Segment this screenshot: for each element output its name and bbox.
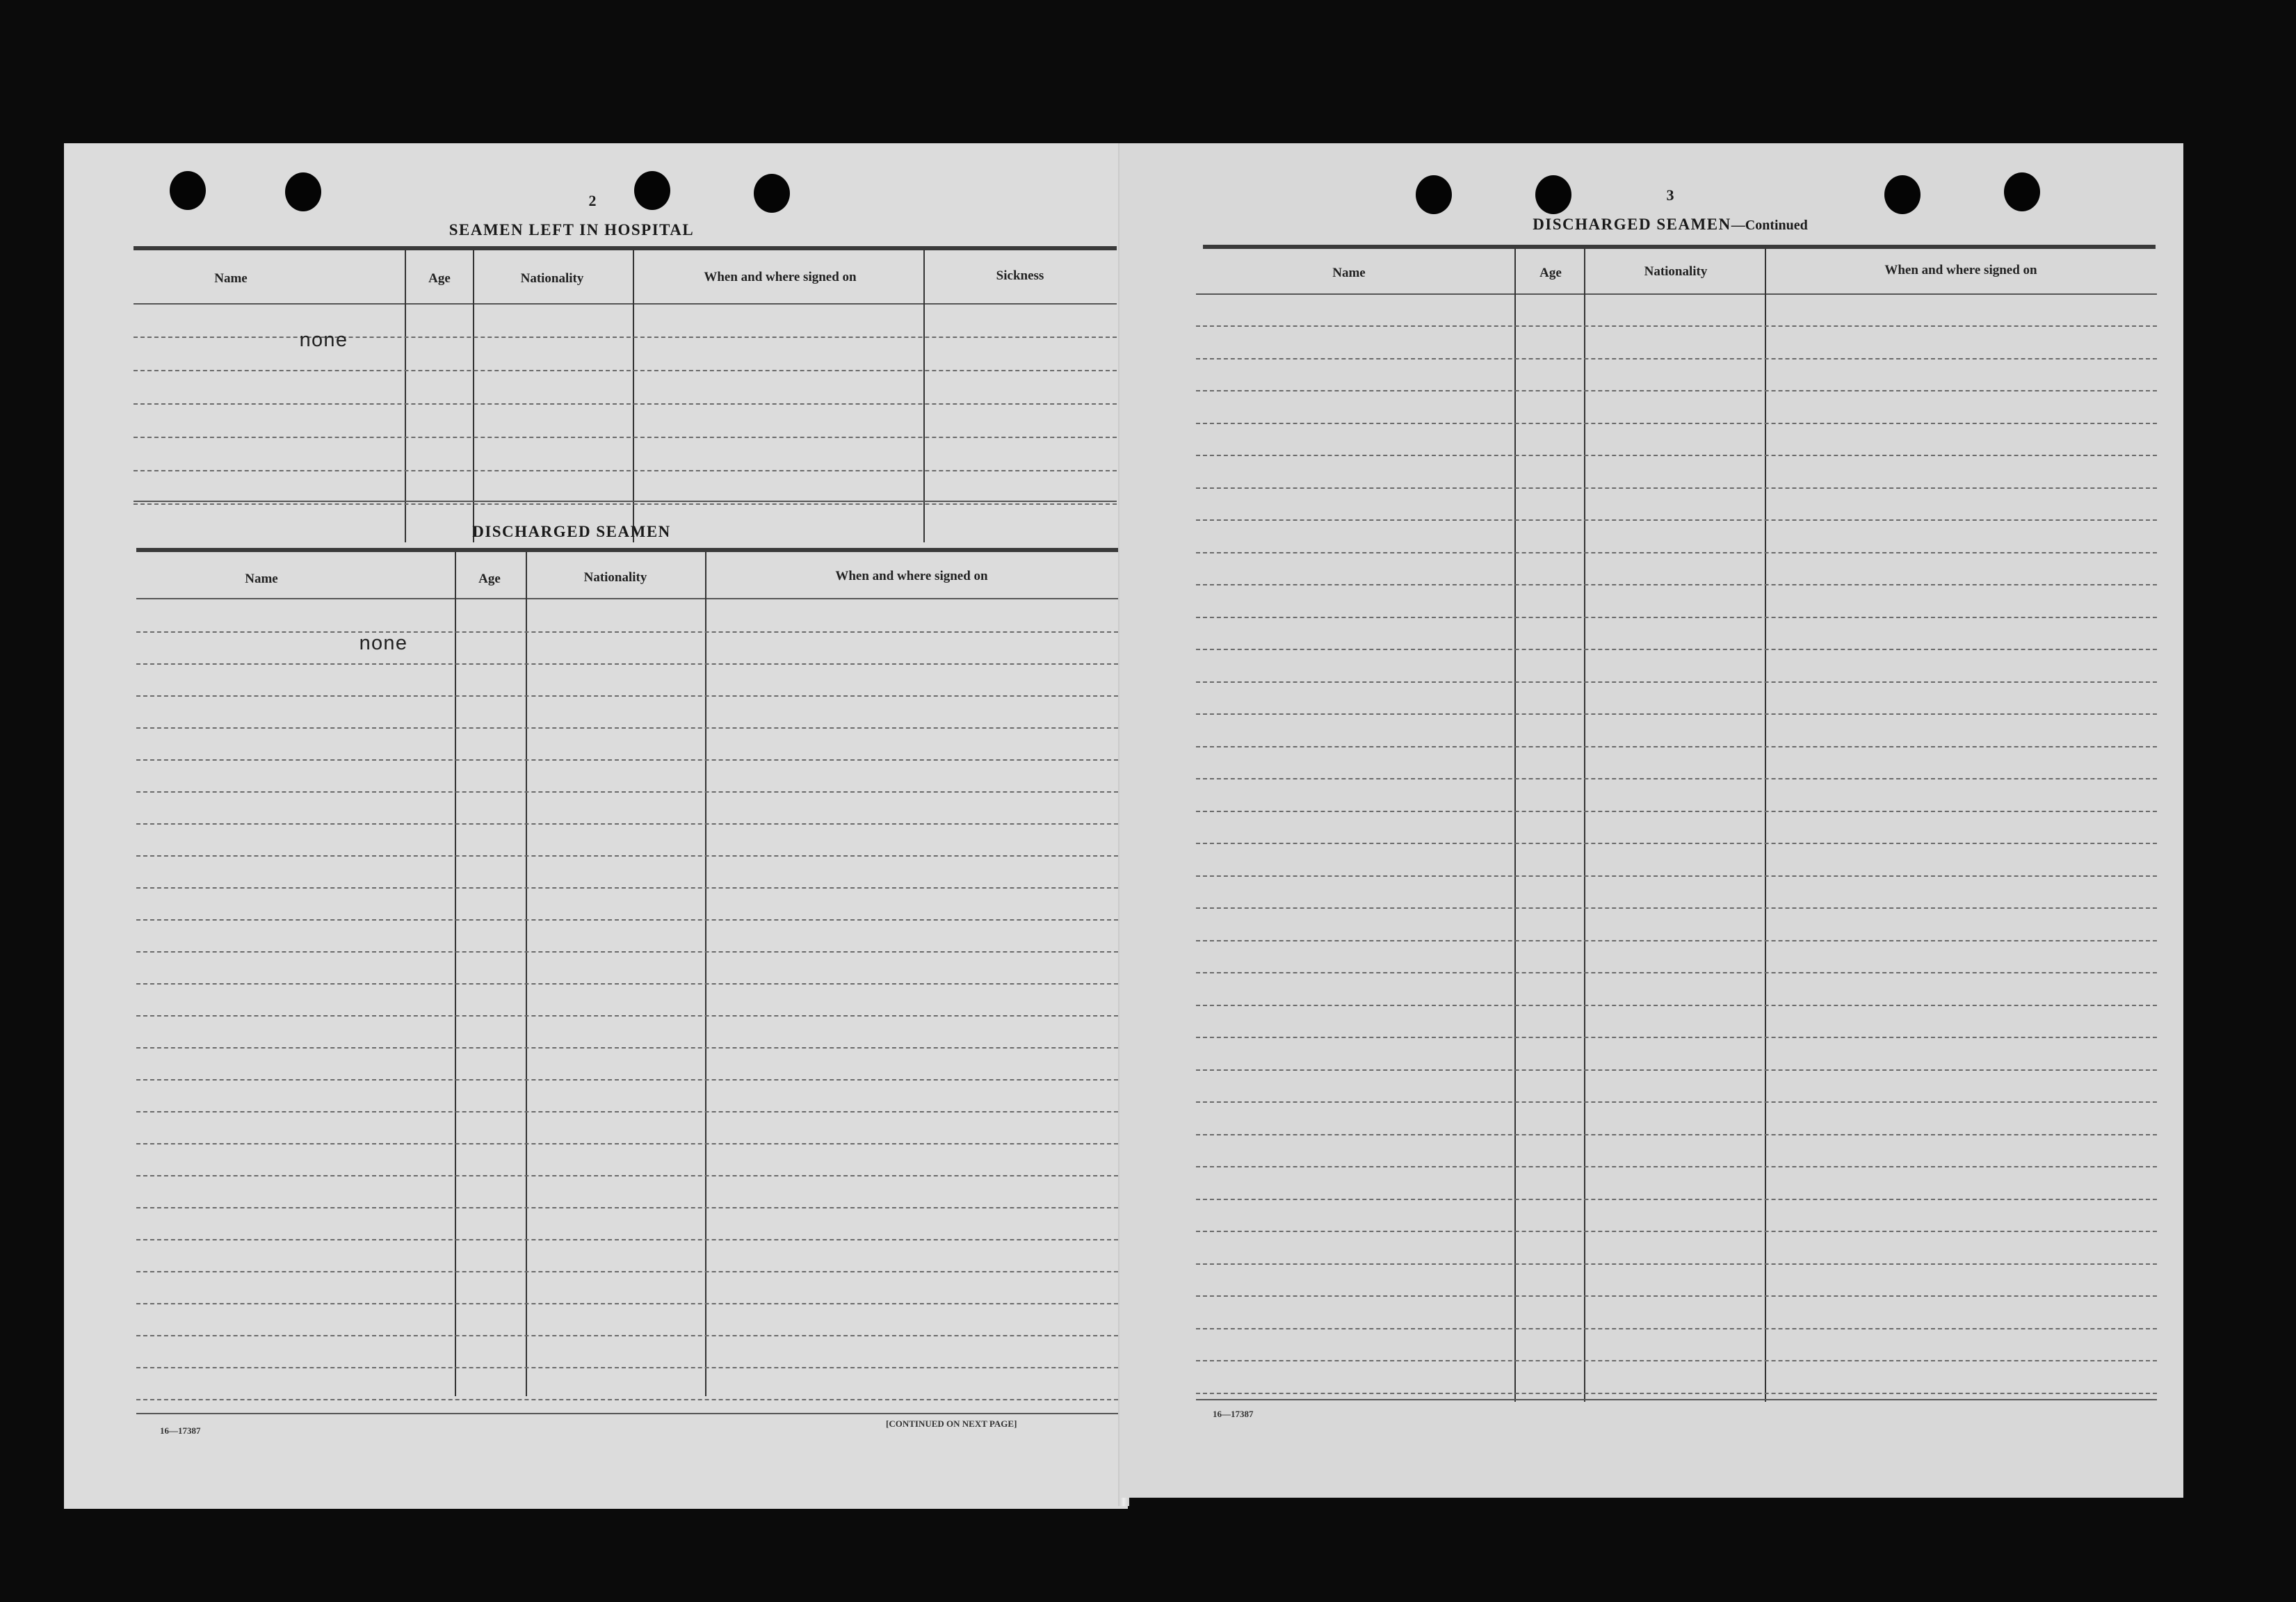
column-header-signed-on: When and where signed on [704,270,857,284]
section-title-text: DISCHARGED SEAMEN [1533,216,1731,233]
entry-line [1196,455,2157,456]
entry-line [136,1303,1118,1304]
entry-line [136,887,1118,889]
entry-line [136,1239,1118,1240]
entry-line [136,1143,1118,1144]
column-header-signed-on: When and where signed on [835,569,988,583]
column-header-name: Name [214,271,248,286]
entry-line [136,823,1118,825]
column-header-name: Name [1332,266,1366,280]
entry-line [1196,1005,2157,1006]
form-number: 16—17387 [160,1425,201,1436]
entry-line [136,1015,1118,1017]
hospital-entry-none: none [299,330,348,353]
column-divider [473,250,474,542]
entry-line [1196,358,2157,359]
discharged-entry-none: none [359,633,407,656]
page-number: 2 [588,192,597,209]
section-title-suffix: —Continued [1731,218,1808,233]
punch-hole [2004,172,2040,211]
punch-hole [170,171,206,210]
entry-line [136,1175,1118,1176]
header-underline [136,598,1118,599]
entry-line [1196,1360,2157,1361]
entry-line [134,437,1117,438]
header-rule [136,548,1118,552]
entry-line [136,631,1118,633]
column-header-age: Age [478,572,501,586]
entry-line [134,370,1117,371]
entry-line [1196,1166,2157,1167]
entry-line [1196,1393,2157,1394]
entry-line [136,919,1118,921]
section-title-hospital: SEAMEN LEFT IN HOSPITAL [448,221,695,238]
punch-hole [1535,175,1571,214]
section-bottom-rule [134,501,1117,502]
column-header-signed-on: When and where signed on [1884,263,2037,277]
entry-line [1196,487,2157,489]
continued-note: [CONTINUED ON NEXT PAGE] [886,1418,1017,1429]
entry-line [1196,1199,2157,1200]
entry-line [1196,390,2157,391]
header-rule [134,246,1117,250]
entry-line [1196,972,2157,973]
form-number: 16—17387 [1213,1409,1254,1419]
page-number: 3 [1666,186,1674,204]
entry-line [1196,584,2157,585]
entry-line [136,1207,1118,1208]
column-divider [405,250,406,542]
header-underline [134,303,1117,305]
entry-line [136,855,1118,857]
column-divider [705,552,706,1396]
column-divider [526,552,527,1396]
column-divider [633,250,634,542]
entry-line [136,1335,1118,1336]
header-rule [1203,245,2156,249]
entry-line [1196,811,2157,812]
entry-line [136,1367,1118,1368]
entry-line [134,503,1117,505]
punch-hole [754,174,790,213]
table-bottom-rule [1196,1399,2157,1400]
entry-line [134,337,1117,338]
entry-line [1196,778,2157,779]
entry-line [1196,681,2157,683]
punch-hole [285,172,321,211]
entry-line [136,1047,1118,1049]
header-underline [1196,293,2157,295]
entry-line [1196,1134,2157,1135]
right-page [1121,143,2183,1498]
entry-line [1196,1328,2157,1329]
table-bottom-rule [136,1413,1118,1414]
entry-line [1196,423,2157,424]
column-header-sickness: Sickness [996,268,1044,283]
entry-line [1196,713,2157,715]
entry-line [136,663,1118,665]
entry-line [1196,746,2157,747]
entry-line [1196,1037,2157,1038]
entry-line [134,403,1117,405]
entry-line [1196,1263,2157,1265]
entry-line [136,759,1118,761]
entry-line [136,1399,1118,1400]
entry-line [1196,617,2157,618]
column-divider [455,552,456,1396]
entry-line [1196,940,2157,941]
entry-line [1196,1295,2157,1297]
column-header-name: Name [245,572,278,586]
entry-line [1196,552,2157,553]
entry-line [136,983,1118,985]
section-title-discharged: DISCHARGED SEAMEN [472,523,671,540]
entry-line [136,791,1118,793]
entry-line [136,1079,1118,1081]
entry-line [1196,325,2157,327]
entry-line [1196,875,2157,877]
entry-line [136,1111,1118,1112]
entry-line [1196,907,2157,909]
entry-line [1196,1231,2157,1232]
column-header-age: Age [1539,266,1562,280]
entry-line [136,951,1118,953]
left-page [64,143,1128,1509]
entry-line [1196,649,2157,650]
column-header-age: Age [428,271,451,286]
entry-line [134,470,1117,471]
entry-line [136,727,1118,729]
punch-hole [1416,175,1452,214]
column-header-nationality: Nationality [583,570,647,585]
entry-line [136,1271,1118,1272]
section-title-discharged-continued [1496,216,1844,234]
entry-line [1196,1069,2157,1071]
column-header-nationality: Nationality [1644,264,1708,279]
entry-line [1196,1101,2157,1103]
punch-hole [634,171,670,210]
column-divider [923,250,925,542]
punch-hole [1884,175,1921,214]
entry-line [1196,519,2157,521]
entry-line [1196,843,2157,844]
column-header-nationality: Nationality [520,271,584,286]
entry-line [136,695,1118,697]
